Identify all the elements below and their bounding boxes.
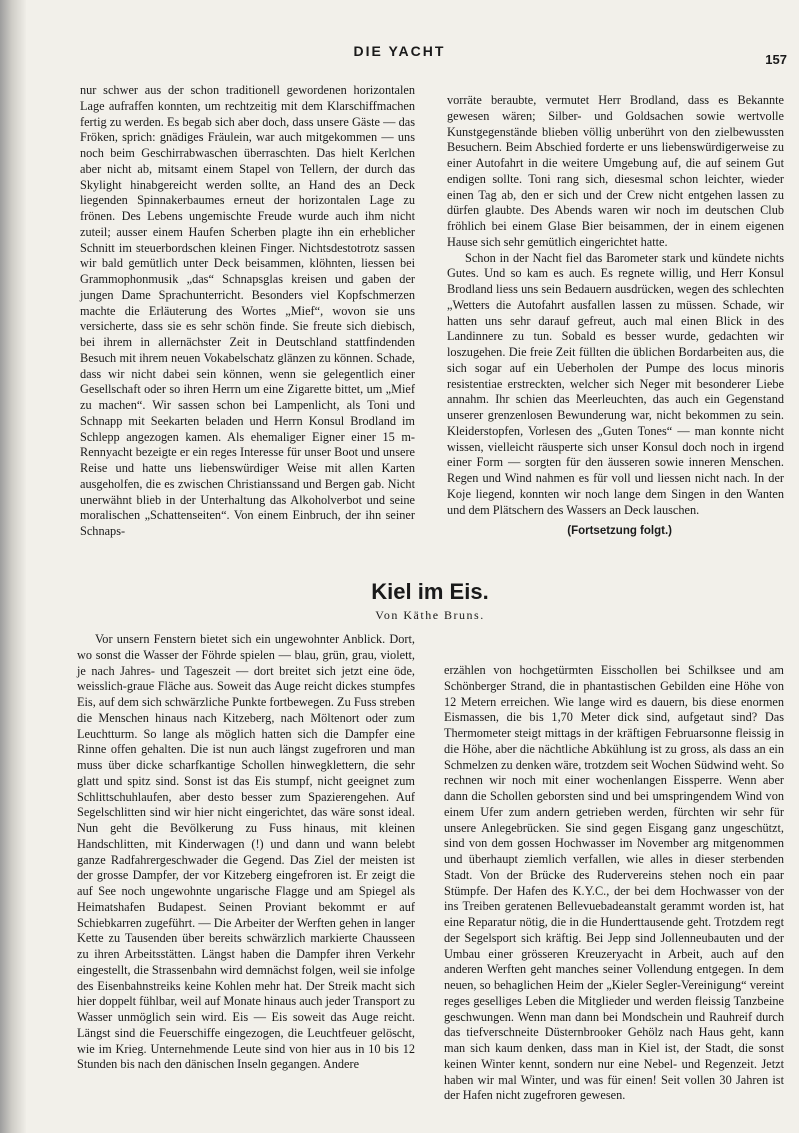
article-paragraph: Vor unsern Fenstern bietet sich ein ungewohnter Anblick. Dort, wo sonst die Wasser der Föhrde spielen — blau, grün, grau, violett, je nach Jahres- und Tageszeit — dort breitet sich jetzt eine öde, weisslich-graue Fläche aus. Soweit das Auge reicht dickes stumpfes Eis, auf dem sich schwärzliche Punkte fortbewegen. Zu Fuss streben die Menschen hinaus nach Kitzeberg, nach Möltenort oder zum Leuchtturm. So lange als möglich hatten sich die Dampfer eine Rinne offen gehalten. Die ist nun auch längst zugefroren und man muss über dicke scharfkantige Schollen hinwegklettern, die sehr glatt und spitz sind. Sonst ist das Eis stumpf, nicht geeignet zum Schlittschuhlaufen, aber desto besser zum Spazierengehen. Auf Segelschlitten sind wir hier nicht eingerichtet, das wäre sonst ideal. Nun geht die Bevölkerung zu Fuss hinaus, mit kleinen Handschlitten, mit Kinderwagen (!) und dann und wann belebt ganze Radfahrergeschwader die Gegend. Das Ziel der meisten ist der grosse Dampfer, der vor Kitzeberg eingefroren ist. Er zeigt die auf See noch ungewohnte ungarische Flagge und am Spiegel als Heimatshafen Budapest. Seinen Proviant bekommt er auf Schiebkarren zugeführt. — Die Arbeiter der Werften gehen in langer Kette zu Tausenden über bereits schwärzlich markierte Chausseen zu ihren Arbeitsstätten. Längst haben die Dampfer ihren Verkehr eingestellt, die Strassenbahn wird demnächst folgen, weil sie infolge des Eisenbahnstreiks keine Kohlen mehr hat. Der Streik macht sich hier doppelt fühlbar, weil auf Monate hinaus auch jeder Transport zu Wasser unmöglich sein wird. Eis — Eis soweit das Auge reicht. Längst sind die Feuerschiffe eingezogen, die Leuchtfeuer gelöscht, wie im Krieg. Unternehmende Leute sind von hier aus in 10 bis 12 Stunden bis nach den dänischen Inseln gegangen. Andere bbox=[77, 632, 415, 1072]
article-column-left bbox=[77, 632, 415, 1073]
story-paragraph: vorräte beraubte, vermutet Herr Brodland, dass es Bekannte gewesen wären; Silber- und Goldsachen sowie wertvolle Kunstgegenstände blieben völlig unberührt von den zielbewussten Besuchern. Beim Abschied forderte er uns liebenswürdigerweise zu einer Autofahrt in die weitere Umgebung auf, die auf seinem Gut endigen sollte. Toni rang sich, diesesmal schon leichter, wieder einen Tag ab, den er sich und der Crew nicht entgehen lassen zu dürfen glaubte. Des Abends waren wir noch im deutschen Club fröhlich bei einem Glase Bier beisammen, der in einem eigenen Hause sich sehr gemütlich eingerichtet hatte. bbox=[447, 93, 784, 249]
story-paragraph: Schon in der Nacht fiel das Barometer stark und kündete nichts Gutes. Und so kam es auch. Es regnete willig, und Herr Konsul Brodland liess uns sein Bedauern ausdrücken, wegen des schlechten „Wetters die Autofahrt ausfallen lassen zu müssen. Schade, wir hatten uns sehr darauf gefreut, auch mal einen Blick in des Landinnere zu tun. Sobald es besser wurde, gedachten wir loszugehen. Die freie Zeit füllten die üblichen Bordarbeiten aus, die sich sogar auf ein Ueberholen der Pumpe des locus minoris resistentiae erstreckten, welcher sich Neger mit besonderer Liebe annahm. Ihr schien das Meerleuchten, das auch ein Gegenstand unserer grenzenlosen Bewunderung war, nicht bekommen zu sein. Kleiderstopfen, Vorlesen des „Guten Tones“ — man konnte nicht wissen, vielleicht räusperte sich unser Konsul doch noch in irgend einer Form — sorgten für den äusseren sowie inneren Menschen. Regen und Wind nahmen es für voll und liessen nicht nach. In der Koje liegend, konnten wir noch lange dem Singen in den Wanten und dem Plätschern des Wassers an Deck lauschen. bbox=[447, 250, 784, 517]
article-title: Kiel im Eis. bbox=[371, 579, 489, 604]
article-byline: Von Käthe Bruns. bbox=[375, 608, 485, 622]
page-binding-edge bbox=[0, 0, 26, 1133]
story-column-right bbox=[447, 93, 784, 540]
story-paragraph: nur schwer aus der schon traditionell gewordenen horizontalen Lage aufraffen konnten, um rechtzeitig mit dem Klarschiffmachen fertig zu werden. Es begab sich aber doch, dass unsere Gäste — das Fröken, sprich: gnädiges Fräulein, war auch mitgekommen — uns noch beim Geschirrabwaschen überraschten. Das hielt Kerlchen aber nicht ab, mitsamt einem Stapel von Tellern, der durch das Skylight hinabgereicht werden sollte, an Hand des an Deck liegenden Spinnakerbaumes erneut der horizontalen Lage zu frönen. Des Lebens ungemischte Freude wurde auch ihm nicht zuteil; ausser einem Haufen Scherben plagte ihn ein erheblicher Schnitt im steuerbordschen kleinen Finger. Nichtsdestotrotz sassen wir bald gemütlich unter Deck beisammen, klöhnten, liessen bei Grammophonmusik „das“ Schnapsglas kreisen und gaben der jungen Dame Sprachunterricht. Besonders viel Kopfschmerzen machte die Erläuterung des Wortes „Mief“, wovon sie uns versicherte, dass sie es sehr schön finde. Sie freute sich diebisch, bei ihrem in allernächster Zeit in Deutschland stattfindenden Besuch mit ihrem neuen Vokabelschatz glänzen zu können. Schade, dass wir nicht dabei sein können, wenn sie gelegentlich einer Gesellschaft oder so ihren Herrn um eine Zigarette bittet, um „Mief zu machen“. Wir sassen schon bei Lampenlicht, als Toni und Schnapp mit Seekarten beladen und Herrn Konsul Brodland im Schlepp angezogen kamen. Als ehemaliger Eigner einer 15 m-Rennyacht bezeigte er ein reges Interesse für unser Boot und unsere Reise und hatte uns liebenswürdiger Weise mit allen Karten ausgeholfen, die es zwischen Christianssand und Bergen gab. Nicht unerwähnt blieb in der Unterhaltung das Alkoholverbot und seine moralischen „Schattenseiten“. Von einem Einbruch, der ihn seiner Schnaps- bbox=[80, 83, 415, 538]
page-number: 157 bbox=[765, 52, 787, 67]
story-column-left bbox=[80, 83, 415, 540]
article-paragraph: erzählen von hochgetürmten Eisschollen bei Schilksee und am Schönberger Strand, die in phantastischen Gebilden eine Höhe von 12 Metern erreichen. Wie lange wird es dauern, bis diese enormen Eismassen, die bis 1,70 Meter dick sind, aufgetaut sind? Das Thermometer steigt mittags in der kräftigen Februarsonne fleissig in die Höhe, aber die nächtliche Abkühlung ist zu gross, als dass an ein Schmelzen zu denken wäre, trotzdem seit Wochen Südwind weht. So rechnen wir noch mit einer wochenlangen Eissperre. Wenn aber dann die Schollen geborsten sind und bei umspringendem Wind von einem Ufer zum andern getrieben werden, fürchten wir sehr für unsere Anlegebrücken. Sie sind gegen Eisgang ganz ungeschützt, sind von dem gossen Hochwasser im November arg mitgenommen und überhaupt ziemlich verfallen, wie alles in dieser sterbenden Stadt. Von der Brücke des Rudervereins stehen noch ein paar Stümpfe. Der Hafen des K.Y.C., der bei dem Hochwasser von der ins Treiben geratenen Bellevuebadeanstalt gerammt worden ist, hat eine Reparatur nötig, die in die Hunderttausende geht. Trotzdem regt der Segelsport sich kräftig. Bei Jepp sind Jollenneubauten und der Umbau einer grösseren Kreuzeryacht in Arbeit, auch auf den anderen Werften geht manches seiner Vollendung entgegen. In dem neuen, so behaglichen Heim der „Kieler Segler-Vereinigung“ vereint reges geselliges Leben die Mitglieder und werden fleissig Tanzbeine geschwungen. Wenn man dann bei Mondschein und Rauhreif durch das tiefverschneite Düsternbrooker Gehölz nach Haus geht, kann man sich kaum denken, dass man in Kiel ist, der Stadt, die sonst keinen Winter kennt, sondern nur eine Nebel- und Regenzeit. Jetzt haben wir mal Winter, und was für einen! Seit vollen 30 Jahren ist der Hafen nicht zugefroren gewesen. bbox=[444, 663, 784, 1103]
running-title: DIE YACHT bbox=[353, 43, 446, 59]
continuation-note: (Fortsetzung folgt.) bbox=[567, 525, 672, 538]
article-column-right bbox=[444, 663, 784, 1104]
